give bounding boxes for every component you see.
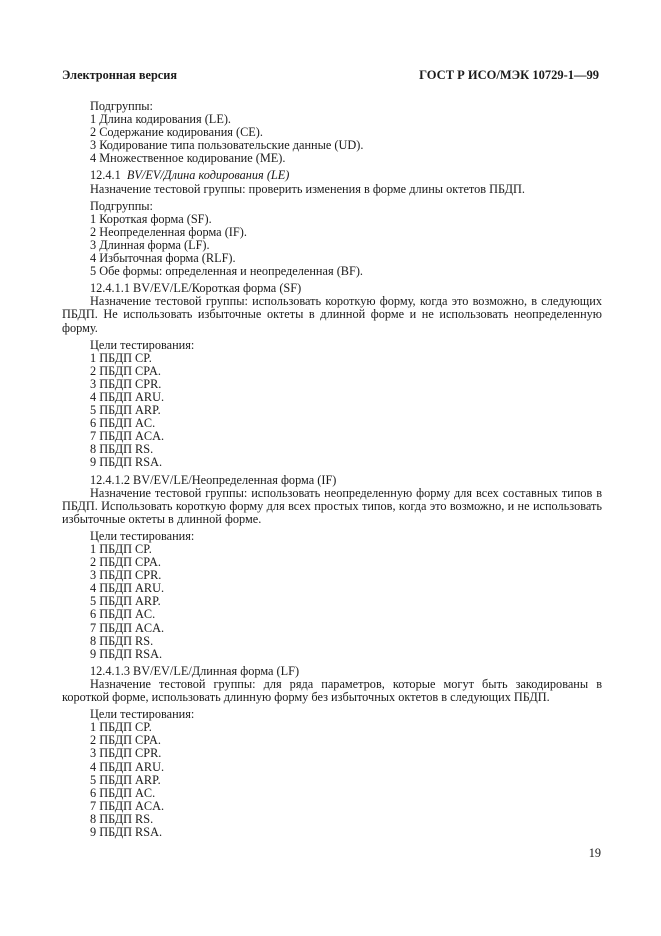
section-purpose: Назначение тестовой группы: для ряда параметров, которые могут быть закодированы в короткой форме, использовать длинную форму без избыточных октетов в следующих ПБДП. (62, 676, 602, 705)
section-number: 12.4.1 (90, 168, 121, 183)
list-item: 9 ПБДП RSA. (90, 824, 163, 839)
list-item: 5 Обе формы: определенная и неопределенная (BF). (90, 264, 364, 279)
list-item: 1 ПБДП CP. (90, 542, 152, 556)
list-item: 1 ПБДП CP. (90, 720, 152, 735)
list-item: 7 ПБДП ACA. (90, 429, 165, 444)
list-item: 9 ПБДП RSA. (90, 646, 163, 661)
section-purpose: Назначение тестовой группы: использовать короткую форму, когда это возможно, в следующих ПБДП. Не использовать избыточные октеты в длинной форме и не использовать неопределенную форму. (62, 294, 602, 335)
subgroup-list (62, 213, 602, 278)
section-purpose: Назначение тестовой группы: проверить изменения в форме длины октетов ПБДП. (90, 181, 525, 196)
list-item: 3 ПБДП CPR. (90, 568, 162, 583)
list-item: 2 Содержание кодирования (CE). (90, 125, 263, 140)
list-item: 5 ПБДП ARP. (90, 594, 161, 609)
list-item: 3 Длинная форма (LF). (90, 237, 210, 252)
list-item: 7 ПБДП ACA. (90, 798, 165, 813)
targets-list (62, 721, 602, 839)
section-heading-12-4-1 (62, 169, 602, 182)
page-number: 19 (588, 846, 601, 860)
section-title: BV/EV/Длина кодирования (LE) (126, 168, 290, 183)
targets-label: Цели тестирования: (90, 337, 195, 352)
list-item: 8 ПБДП RS. (90, 442, 154, 457)
list-item: 2 ПБДП CPA. (90, 733, 161, 748)
list-item: 6 ПБДП AC. (90, 785, 156, 800)
list-item: 6 ПБДП AC. (90, 416, 156, 431)
targets-label: Цели тестирования: (90, 528, 195, 543)
list-item: 5 ПБДП ARP. (90, 772, 161, 787)
list-item: 4 Избыточная форма (RLF). (90, 251, 236, 266)
list-item: 1 Длина кодирования (LE). (90, 112, 231, 127)
intro-subgroup-list (62, 113, 602, 165)
section-heading-12-4-1-1: 12.4.1.1 BV/EV/LE/Короткая форма (SF) (90, 281, 302, 296)
list-item: 7 ПБДП ACA. (90, 620, 165, 635)
list-item: 4 ПБДП ARU. (90, 389, 165, 404)
list-item: 1 Короткая форма (SF). (90, 211, 212, 226)
list-item: 8 ПБДП RS. (90, 811, 154, 826)
list-item: 3 ПБДП CPR. (90, 746, 162, 761)
list-item: 6 ПБДП AC. (90, 607, 156, 622)
subgroups-label: Подгруппы: (90, 99, 153, 113)
list-item: 8 ПБДП RS. (90, 633, 154, 648)
subgroups-label: Подгруппы: (90, 198, 153, 213)
list-item: 2 Неопределенная форма (IF). (90, 224, 247, 239)
standard-code: ГОСТ Р ИСО/МЭК 10729-1—99 (419, 68, 599, 82)
list-item: 1 ПБДП CP. (90, 350, 152, 365)
list-item: 5 ПБДП ARP. (90, 403, 161, 418)
list-item: 2 ПБДП CPA. (90, 555, 161, 570)
targets-list (62, 543, 602, 661)
targets-label: Цели тестирования: (90, 707, 195, 722)
section-heading-12-4-1-3: 12.4.1.3 BV/EV/LE/Длинная форма (LF) (90, 663, 300, 678)
list-item: 3 ПБДП CPR. (90, 376, 162, 391)
page-body (62, 100, 602, 839)
list-item: 4 ПБДП ARU. (90, 581, 165, 596)
targets-list (62, 352, 602, 470)
section-purpose: Назначение тестовой группы: использовать неопределенную форму для всех составных типов в ПБДП. Использовать короткую форму для всех простых типов, когда это возможно, и не использовать избыточные октеты в длинной форме. (62, 485, 602, 526)
list-item: 9 ПБДП RSA. (90, 455, 163, 470)
list-item: 4 Множественное кодирование (ME). (90, 151, 286, 166)
list-item: 4 ПБДП ARU. (90, 759, 165, 774)
list-item: 3 Кодирование типа пользовательские данные (UD). (90, 138, 364, 153)
list-item: 2 ПБДП CPA. (90, 363, 161, 378)
edition-label: Электронная версия (62, 68, 177, 82)
page-header (62, 69, 599, 85)
section-heading-12-4-1-2: 12.4.1.2 BV/EV/LE/Неопределенная форма (IF) (90, 472, 337, 487)
